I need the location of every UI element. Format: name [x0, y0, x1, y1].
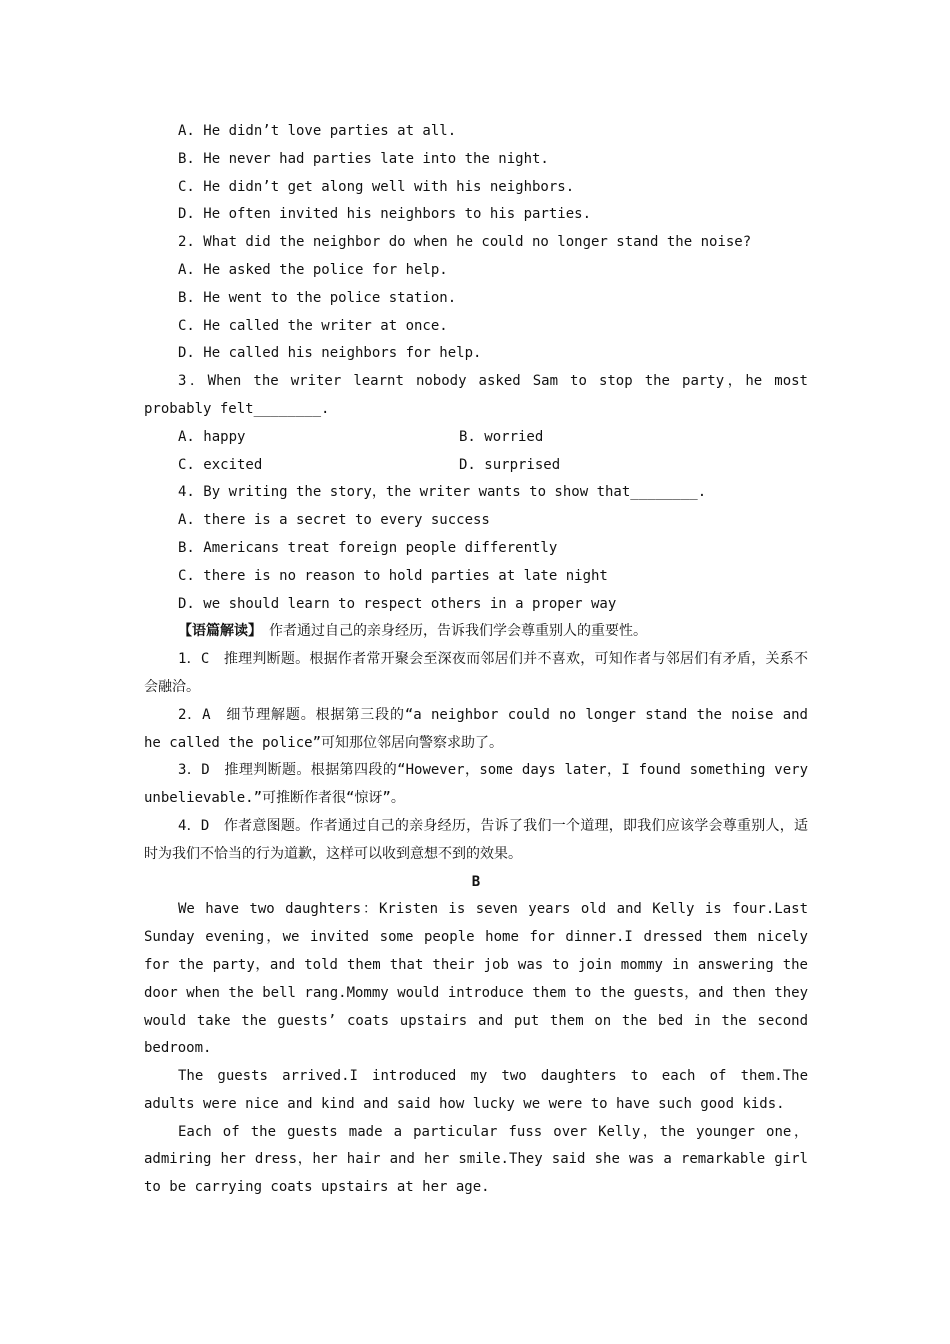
q4-option-a: A. there is a secret to every success — [178, 512, 490, 529]
answer-3: 3．D 推理判断题。根据第四段的“However，some days later，I found something very unbelievable.”可推断作者很“惊讶”。 — [144, 762, 817, 807]
q2-option-d: D. He called his neighbors for help. — [178, 345, 482, 362]
answer-2: 2．A 细节理解题。根据第三段的“a neighbor could no longer stand the noise and he called the police”可知那位邻居向警察求助了。 — [144, 706, 817, 751]
q1-option-a: A. He didn’t love parties at all. — [178, 123, 457, 139]
q3-options-row-2 — [144, 452, 808, 480]
q4-option-b: B. Americans treat foreign people differently — [178, 539, 558, 556]
q4-option-c: C. there is no reason to hold parties at late night — [178, 567, 608, 584]
analysis-header: 【语篇解读】 — [178, 623, 255, 640]
document-page — [144, 118, 817, 1202]
q3-option-a: A. happy — [178, 428, 246, 445]
passage-paragraph-1: We have two daughters：Kristen is seven years old and Kelly is four.Last Sunday evening，we invited some people home for dinner.I dressed them nicely for the party，and told them that their job was to join mommy in answering the door when the bell rang.Mommy would introduce them to the guests，and then they would take the guests’ coats upstairs and put them on the bed in the second bedroom. — [144, 901, 817, 1057]
q4-option-d: D. we should learn to respect others in a proper way — [178, 595, 617, 612]
q3-option-c: C. excited — [178, 456, 263, 473]
q4-stem: 4. By writing the story，the writer wants to show that________. — [178, 484, 707, 501]
analysis-intro-text: 作者通过自己的亲身经历，告诉我们学会尊重别人的重要性。 — [269, 623, 647, 640]
q1-option-b: B. He never had parties late into the night. — [178, 150, 549, 167]
q2-option-c: C. He called the writer at once. — [178, 317, 448, 334]
q3-option-d: D. surprised — [459, 456, 561, 473]
q2-option-b: B. He went to the police station. — [178, 289, 457, 306]
q2-option-a: A. He asked the police for help. — [178, 261, 448, 278]
passage-paragraph-3: Each of the guests made a particular fuss over Kelly，the younger one，admiring her dress，her hair and her smile.They said she was a remarkable girl to be carrying coats upstairs at her age. — [144, 1123, 817, 1196]
q3-options-row-1 — [144, 424, 808, 452]
answer-4: 4．D 作者意图题。作者通过自己的亲身经历，告诉了我们一个道理，即我们应该学会尊重别人，适时为我们不恰当的行为道歉，这样可以收到意想不到的效果。 — [144, 817, 808, 862]
q3-stem: 3．When the writer learnt nobody asked Sam to stop the party，he most probably felt________. — [144, 373, 817, 417]
answer-1: 1．C 推理判断题。根据作者常开聚会至深夜而邻居们并不喜欢，可知作者与邻居们有矛盾，关系不会融洽。 — [144, 651, 808, 695]
q2-stem: 2. What did the neighbor do when he could no longer stand the noise? — [178, 234, 752, 251]
q1-option-c: C. He didn’t get along well with his neighbors. — [178, 178, 575, 195]
section-b-heading: B — [471, 873, 481, 890]
q1-option-d: D. He often invited his neighbors to his parties. — [178, 206, 592, 223]
analysis-intro — [144, 618, 808, 646]
passage-paragraph-2: The guests arrived.I introduced my two daughters to each of them.The adults were nice and kind and said how lucky we were to have such good kids. — [144, 1068, 817, 1112]
q3-option-b: B. worried — [459, 428, 544, 445]
